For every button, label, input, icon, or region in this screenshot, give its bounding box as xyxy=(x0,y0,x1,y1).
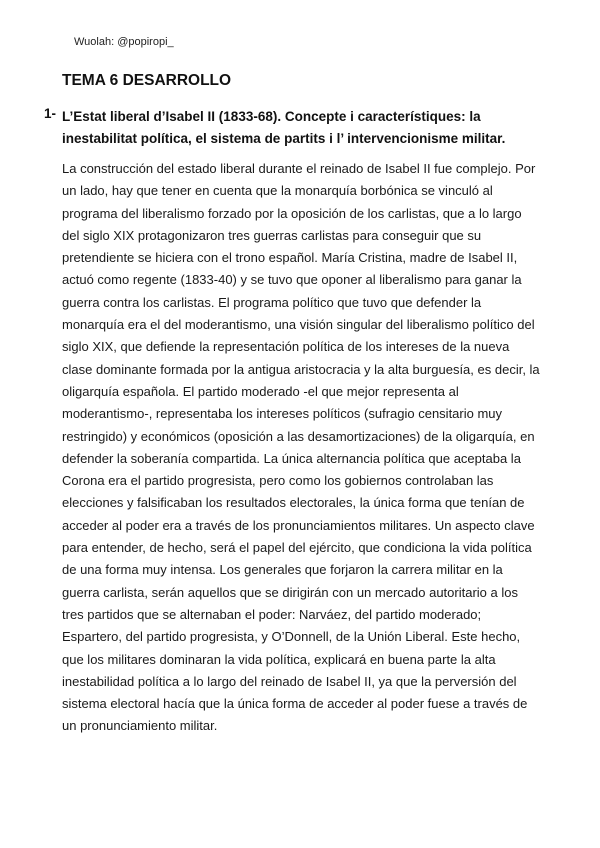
section-body-paragraph: La construcción del estado liberal durante el reinado de Isabel II fue complejo. Por un lado, hay que tener en cuenta que la monarquía borbónica se vinculó al programa del liberalismo forzado por la oposición de los carlistas, que a lo largo del siglo XIX protagonizaron tres guerras carlistas para conseguir que su pretendiente se hiciera con el trono español. María Cristina, madre de Isabel II, actuó como regente (1833-40) y se tuvo que oponer al liberalismo para ganar la guerra contra los carlistas. El programa político que tuvo que defender la monarquía era el del moderantismo, una visión singular del liberalismo político del siglo XIX, que defiende la representación política de los intereses de la nueva clase dominante formada por la antigua aristocracia y la alta burguesía, es decir, la oligarquía española. El partido moderado -el que mejor representa al moderantismo-, representaba los intereses políticos (sufragio censitario muy restringido) y económicos (oposición a las desamortizaciones) de la oligarquía, en defender la soberanía compartida. La única alternancia política que aceptaba la Corona era el partido progresista, pero como los gobiernos controlaban las elecciones y falsificaban los resultados electorales, la única forma que tenían de acceder al poder era a través de los pronunciamientos militares. Un aspecto clave para entender, de hecho, será el papel del ejército, que condiciona la vida política de una forma muy intensa. Los generales que forjaron la carrera militar en la guerra carlista, serán aquellos que se dirigirán con un mercado autoritario a los tres partidos que se alternaban el poder: Narváez, del partido moderado; Espartero, del partido progresista, y O’Donnell, de la Unión Liberal. Este hecho, que los militares dominaran la vida política, explicará en buena parte la alta inestabilidad política a lo largo del reinado de Isabel II, ya que la perversión del sistema electoral hacía que la única forma de acceder al poder fuese a través de un pronunciamiento militar. xyxy=(62,161,540,734)
document-title: TEMA 6 DESARROLLO xyxy=(62,72,232,89)
section-heading: L’Estat liberal d’Isabel II (1833-68). Concepte i característiques: la inestabilitat política, el sistema de partits i l’ intervencionisme militar. xyxy=(62,109,506,146)
section-1 xyxy=(44,106,544,150)
watermark-text: Wuolah: @popiropi_ xyxy=(74,36,174,48)
section-number: 1- xyxy=(44,106,57,121)
